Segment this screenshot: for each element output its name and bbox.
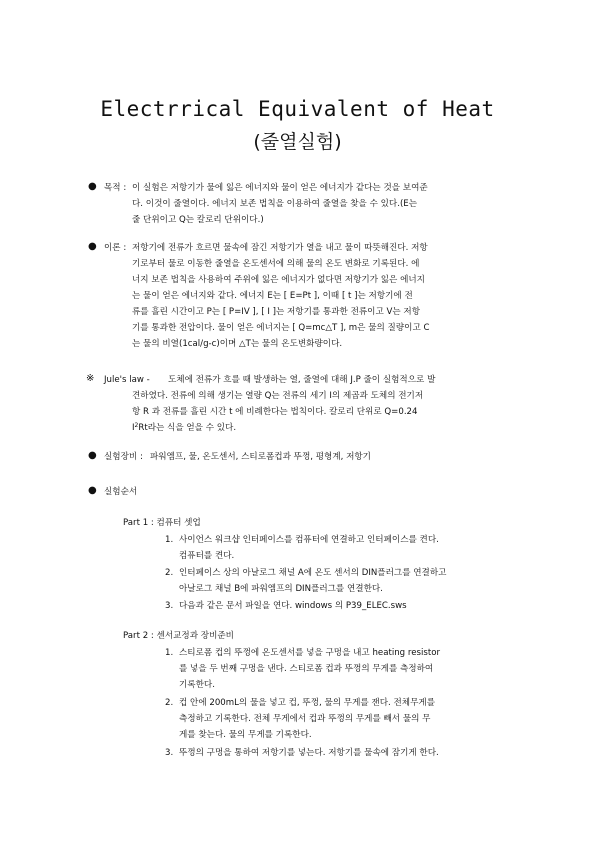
theory-line: 너지 보존 법칙을 사용하여 주위에 잃은 에너지가 없다면 저항기가 잃은 에너지 [132, 275, 425, 285]
purpose-line: 줄 단위이고 Q는 칼로리 단위이다.) [132, 215, 264, 225]
part1-title: Part 1 : 컴퓨터 셋업 [123, 518, 201, 528]
theory-line: 기를 통과한 전압이다. 물이 얻은 에너지는 [ Q=mc△T ], m은 물의 질량이고 C [132, 323, 430, 333]
jule-law-line: 견하였다. 전류에 의해 생기는 열량 Q는 전류의 세기 I의 제곱과 도체의 전기저 [132, 391, 424, 401]
theory-line: 는 물의 비열(1cal/g-c)이며 △T는 물의 온도변화량이다. [132, 339, 343, 349]
step-line: 를 넣을 두 번째 구멍을 낸다. 스티로폼 컵과 뚜껑의 무게를 측정하여 [179, 664, 434, 674]
jule-law-label: Jule's law - [104, 375, 150, 385]
equipment-text: 파워엠프, 물, 온도센서, 스티로폼컵과 뚜껑, 평형계, 저항기 [150, 452, 371, 462]
purpose-line: 다. 이것이 줄열이다. 에너지 보존 법칙을 이용하여 줄열을 찾을 수 있다.(E는 [132, 199, 418, 209]
step-number: 3. [165, 601, 174, 611]
part2-title: Part 2 : 센서교정과 장비준비 [123, 631, 234, 641]
step-line: 아날로그 채널 B에 파워엠프의 DIN플러그를 연결한다. [179, 584, 383, 594]
title-korean: (줄열실험) [253, 131, 342, 153]
jule-law-line: 항 R 과 전류를 흘린 시간 t 에 비례한다는 법칙이다. 칼로리 단위로 Q=0.24 [132, 407, 418, 417]
purpose-line: 이 실험은 저항기가 물에 잃은 에너지와 물이 얻은 에너지가 같다는 것을 보여준 [132, 183, 428, 193]
step-line: 측정하고 기록한다. 전체 무게에서 컵과 뚜껑의 무게를 빼서 물의 무 [179, 714, 431, 724]
formula-current: I [132, 423, 135, 433]
step-line: 스티로폼 컵의 뚜껑에 온도센서를 넣을 구멍을 내고 heating resistor [179, 648, 440, 658]
step-number: 2. [165, 568, 174, 578]
step-number: 2. [165, 698, 174, 708]
jule-law-formula-line [104, 420, 524, 436]
bullet-icon: ● [88, 241, 97, 252]
step-line: 컴퓨터를 켠다. [179, 551, 235, 561]
purpose-label: 목적 : [104, 183, 127, 193]
bullet-icon: ● [88, 450, 97, 461]
equipment-label: 실험장비 : [104, 452, 143, 462]
formula-rest: Rt라는 식을 얻을 수 있다. [138, 423, 237, 433]
bullet-icon: ● [88, 181, 97, 192]
theory-label: 이론 : [104, 243, 127, 253]
title-english: Electrrical Equivalent of Heat [100, 97, 495, 121]
step-line: 사이언스 워크샵 인터페이스를 컴퓨터에 연결하고 인터페이스를 켠다. [179, 535, 439, 545]
theory-line: 저항기에 전류가 흐르면 물속에 잠긴 저항기가 열을 내고 물이 따뜻해진다. 저항 [132, 243, 428, 253]
note-icon: ※ [86, 373, 95, 384]
step-line: 컵 안에 200mL의 물을 넣고 컵, 뚜껑, 물의 무게를 잰다. 전체무게를 [179, 698, 436, 708]
step-number: 1. [165, 648, 174, 658]
theory-line: 는 물이 얻은 에너지와 같다. 에너지 E는 [ E=Pt ], 이때 [ t ]는 저항기에 전 [132, 291, 413, 301]
step-line: 게를 찾는다. 물의 무게를 기록한다. [179, 730, 312, 740]
step-line: 인터페이스 상의 아날로그 채널 A에 온도 센서의 DIN플러그를 연결하고 [179, 568, 447, 578]
jule-law-line: 도체에 전류가 흐를 때 발생하는 열, 줄열에 대해 J.P 줄이 실험적으로 발 [168, 375, 436, 385]
step-line: 다음과 같은 문서 파일을 연다. windows 의 P39_ELEC.sws [179, 601, 407, 611]
bullet-icon: ● [88, 485, 97, 496]
step-number: 3. [165, 748, 174, 758]
step-line: 뚜껑의 구멍을 통하여 저항기를 넣는다. 저항기를 물속에 잠기게 한다. [179, 748, 439, 758]
procedure-label: 실험순서 [104, 487, 138, 497]
formula-exponent: 2 [134, 422, 139, 429]
step-line: 기록한다. [179, 680, 215, 690]
step-number: 1. [165, 535, 174, 545]
theory-line: 류를 흘린 시간이고 P는 [ P=IV ], [ I ]는 저항기를 통과한 전류이고 V는 저항 [132, 307, 421, 317]
theory-line: 기로부터 물로 이동한 줄열을 온도센서에 의해 물의 온도 변화로 기록된다. 에 [132, 259, 420, 269]
